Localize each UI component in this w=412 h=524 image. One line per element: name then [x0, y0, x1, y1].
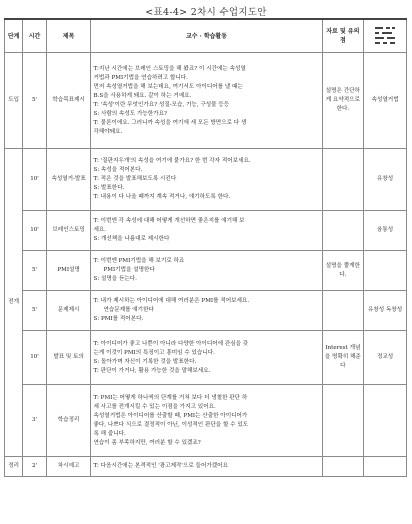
- activity-line: S: 개선책을 나름대로 제시한다: [93, 236, 170, 242]
- activity-line: S: 발표한다.: [93, 185, 125, 191]
- table-row: [5, 457, 407, 477]
- activity-cell: [91, 251, 322, 291]
- note-cell: [364, 457, 407, 477]
- pattern-icon: [372, 24, 398, 46]
- activity-line: T: 아이디어가 좋고 나쁜이 아니라 다양한 아이디어에 관심을 갖: [93, 340, 249, 347]
- activity-line: 각해야돼요.: [93, 128, 123, 135]
- activity-line: T: 판단이 가거나, 활용 가능한 것을 말해보세요.: [93, 367, 211, 374]
- activity-line: 세요.: [93, 227, 107, 233]
- activity-line: 먼저 속성열거법을 해 보는데요, 여기서도 아이디어를 낼 때는: [93, 83, 243, 90]
- time-cell: 5': [23, 251, 46, 291]
- table-row: [5, 331, 407, 385]
- table-row: [5, 211, 407, 251]
- activity-line: T: 내용이 다 나올 때까지 계속 적거나, 얘기하도록 한다.: [93, 194, 231, 200]
- activity-line: S: 설명을 듣는다.: [93, 276, 137, 282]
- table-row: [5, 149, 407, 211]
- activity-line: T: '질판지우개'의 속성을 여기에 붙가요? 한 번 각자 적어보세요.: [93, 158, 251, 164]
- time-cell: 3': [23, 385, 46, 457]
- subject-cell: PMI설명: [46, 251, 91, 291]
- stage-cell: 도입: [5, 53, 23, 149]
- activity-line: T: 적은 것을 발표해보도록 시킨다: [93, 176, 177, 182]
- time-cell: 5': [23, 53, 46, 149]
- activity-line: T: 물론이에요. 그러니까 속성을 여기에 세 모든 방면으로 다 생: [93, 119, 247, 126]
- time-cell: 5': [23, 291, 46, 331]
- header-stage: 단계: [5, 19, 23, 53]
- materials-cell: Interest 개념을 명확히 해준다: [322, 331, 364, 385]
- activity-line: 는게 이것이 PMI의 특징이고 흥미임 수 있습니다.: [93, 349, 215, 356]
- header-subject: 제목: [46, 19, 91, 53]
- activity-line: T: '속성'이란 무엇인가요? 성질-모습, 기능, 구성물 등등: [93, 101, 230, 108]
- activity-cell: [91, 385, 322, 457]
- time-cell: 10': [23, 211, 46, 251]
- activity-line: 거법과 PMI기법을 연습하려고 합니다.: [93, 74, 188, 81]
- time-cell: 2': [23, 457, 46, 477]
- activity-cell: [91, 211, 322, 251]
- note-cell: 속성열거법: [364, 53, 407, 149]
- activity-line: 좋다, 나쁘다 식으로 결정적이 아닌, 이성적인 판단을 할 수 있도: [93, 421, 249, 428]
- materials-cell: [322, 149, 364, 211]
- activity-cell: [91, 457, 322, 477]
- note-cell: 유창성 독창성: [364, 291, 407, 331]
- subject-cell: 브레인스토밍: [46, 211, 91, 251]
- note-cell: 정교성: [364, 331, 407, 385]
- activity-line: 연습문제를 얘기한다: [103, 307, 154, 313]
- note-cell: 융통성: [364, 211, 407, 251]
- activity-line: S: 사람의 속성도 가능한가요?: [93, 110, 167, 117]
- header-materials: 자료 및 유의점: [322, 19, 364, 53]
- activity-line: 록 해 줍니다.: [93, 430, 126, 437]
- table-row: [5, 385, 407, 457]
- activity-line: T: 이번엔 각 속성에 대해 어떻게 개선하면 좋은지를 얘기해 보: [93, 218, 245, 224]
- subject-cell: 학습목표제시: [46, 53, 91, 149]
- activity-line: 속성열거법은 아이디어를 산출할 때, PMI는 산출한 아이디어가: [93, 412, 248, 419]
- subject-cell: 학습정리: [46, 385, 91, 457]
- header-pattern-icon: [364, 19, 407, 53]
- activity-line: S: PMI를 적어본다.: [93, 316, 144, 322]
- time-cell: 10': [23, 149, 46, 211]
- note-cell: 유창성: [364, 149, 407, 211]
- materials-cell: 설명은 간단하게 요약적으로 한다.: [322, 53, 364, 149]
- subject-cell: 속성열거-발표: [46, 149, 91, 211]
- activity-line: B.S을 사용하게 돼요. 같이 하는 거예요.: [93, 92, 192, 99]
- table-row: [5, 53, 407, 149]
- activity-line: T: PMI는 어떻게 하나씩의 단계를 거쳐 보다 더 냉철한 판단 하: [93, 394, 248, 401]
- subject-cell: 발표 및 토의: [46, 331, 91, 385]
- activity-cell: [91, 149, 322, 211]
- stage-cell: 정리: [5, 457, 23, 477]
- materials-cell: [322, 457, 364, 477]
- activity-line: T: 이번엔 PMI기법을 해 보기로 하죠: [93, 258, 185, 264]
- activity-line: T: 다음시간에는 본격적인 '광고제작'으로 들어가겠어요: [93, 463, 228, 469]
- table-row: [5, 291, 407, 331]
- activity-line: 세 사고를 전개시킬 수 있는 이점을 가지고 있어요.: [93, 403, 216, 410]
- activity-cell: [91, 53, 322, 149]
- materials-cell: 설명을 쭐게한다.: [322, 251, 364, 291]
- subject-cell: 문제제시: [46, 291, 91, 331]
- activity-line: T:지난 시간에는 브레인 스토밍을 해 봤죠? 이 시간에는 속성열: [93, 65, 246, 72]
- materials-cell: [322, 385, 364, 457]
- materials-cell: [322, 211, 364, 251]
- activity-cell: [91, 291, 322, 331]
- activity-line: 연습이 좀 부족하지만, 여러분 할 수 있겠죠?: [93, 439, 201, 446]
- activity-line: PMI기법을 설명한다: [103, 267, 155, 273]
- time-cell: 10': [23, 331, 46, 385]
- header-activity: 교수 · 학습활동: [91, 19, 322, 53]
- materials-cell: [322, 291, 364, 331]
- activity-cell: [91, 331, 322, 385]
- note-cell: [364, 385, 407, 457]
- activity-line: T: 내가 제시하는 아이디어에 대해 여러분은 PMI를 적어보세요.: [93, 298, 250, 304]
- header-row: [5, 19, 407, 53]
- activity-line: S: 속성을 적어본다.: [93, 167, 143, 173]
- lesson-plan-table: [4, 18, 407, 477]
- activity-line: S: 돌아가며 자신이 기록한 것을 발표한다.: [93, 358, 197, 365]
- document-title: <표4-4> 2차시 수업지도안: [145, 7, 267, 18]
- subject-cell: 차시예고: [46, 457, 91, 477]
- stage-cell-expand: 전개: [5, 149, 23, 457]
- note-cell: [364, 251, 407, 291]
- header-time: 시간: [23, 19, 46, 53]
- table-row: [5, 251, 407, 291]
